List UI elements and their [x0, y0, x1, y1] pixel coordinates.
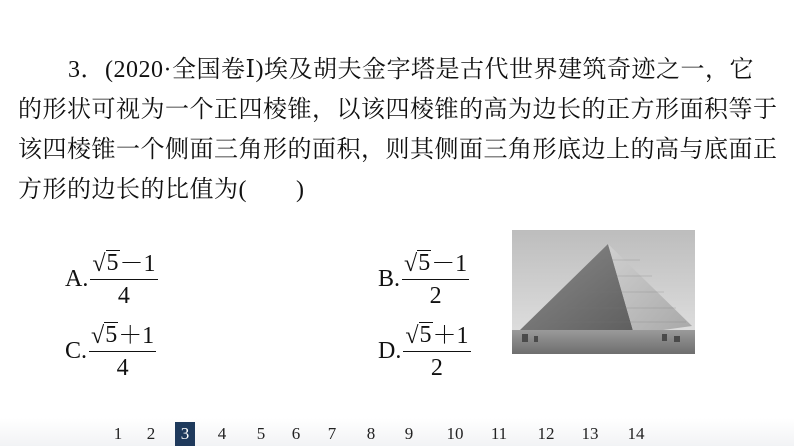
option-a-fraction: [90, 250, 157, 308]
page-5[interactable]: 5: [256, 424, 266, 443]
option-c-op: ＋1: [118, 323, 155, 350]
sqrt-icon: √: [404, 251, 418, 278]
option-a-denominator: 4: [117, 283, 130, 310]
page-3-active[interactable]: 3: [175, 422, 195, 446]
page-1[interactable]: 1: [113, 424, 123, 443]
option-a-letter: A.: [65, 265, 89, 292]
sqrt-icon: √: [405, 323, 419, 350]
option-a-radicand: 5: [106, 250, 119, 276]
option-d[interactable]: [378, 322, 471, 380]
page-13[interactable]: 13: [581, 424, 599, 443]
page-12[interactable]: 12: [537, 424, 555, 443]
option-c-letter: C.: [65, 337, 88, 364]
option-b-denominator: 2: [429, 283, 442, 310]
pyramid-photo-image: [512, 230, 695, 354]
option-c-radicand: 5: [105, 322, 118, 348]
option-b[interactable]: [378, 250, 469, 308]
page-7[interactable]: 7: [327, 424, 337, 443]
option-c[interactable]: [65, 322, 156, 380]
option-b-radicand: 5: [418, 250, 431, 276]
page-8[interactable]: 8: [366, 424, 376, 443]
option-c-denominator: 4: [116, 355, 129, 382]
page-2[interactable]: 2: [146, 424, 156, 443]
option-b-numerator: [402, 250, 469, 280]
option-d-numerator: [403, 322, 470, 352]
question-line-2: 的形状可视为一个正四棱锥，以该四棱锥的高为边长的正方形面积等于: [18, 97, 778, 123]
question-line-4: 方形的边长的比值为( ): [18, 177, 305, 203]
sqrt-icon: √: [92, 251, 106, 278]
question-line-1: 3．(2020·全国卷Ⅰ)埃及胡夫金字塔是古代世界建筑奇迹之一，它: [68, 57, 754, 83]
option-b-letter: B.: [378, 265, 401, 292]
page-navigator: [0, 418, 794, 446]
page-10[interactable]: 10: [446, 424, 464, 443]
option-d-denominator: 2: [430, 355, 443, 382]
option-a-numerator: [90, 250, 157, 280]
question-line-3: 该四棱锥一个侧面三角形的面积，则其侧面三角形底边上的高与底面正: [18, 137, 778, 163]
pyramid-photo: [512, 230, 695, 354]
option-d-fraction: [403, 322, 470, 380]
page-14[interactable]: 14: [627, 424, 645, 443]
sqrt-icon: √: [91, 323, 105, 350]
option-a[interactable]: [65, 250, 158, 308]
page-9[interactable]: 9: [404, 424, 414, 443]
page-4[interactable]: 4: [217, 424, 227, 443]
page-11[interactable]: 11: [490, 424, 508, 443]
question-text: [18, 50, 778, 210]
option-d-letter: D.: [378, 337, 402, 364]
option-b-op: －1: [431, 251, 468, 278]
option-a-op: －1: [119, 251, 156, 278]
option-b-fraction: [402, 250, 469, 308]
option-d-op: ＋1: [432, 323, 469, 350]
option-d-radicand: 5: [419, 322, 432, 348]
option-c-fraction: [89, 322, 156, 380]
option-c-numerator: [89, 322, 156, 352]
page-6[interactable]: 6: [291, 424, 301, 443]
